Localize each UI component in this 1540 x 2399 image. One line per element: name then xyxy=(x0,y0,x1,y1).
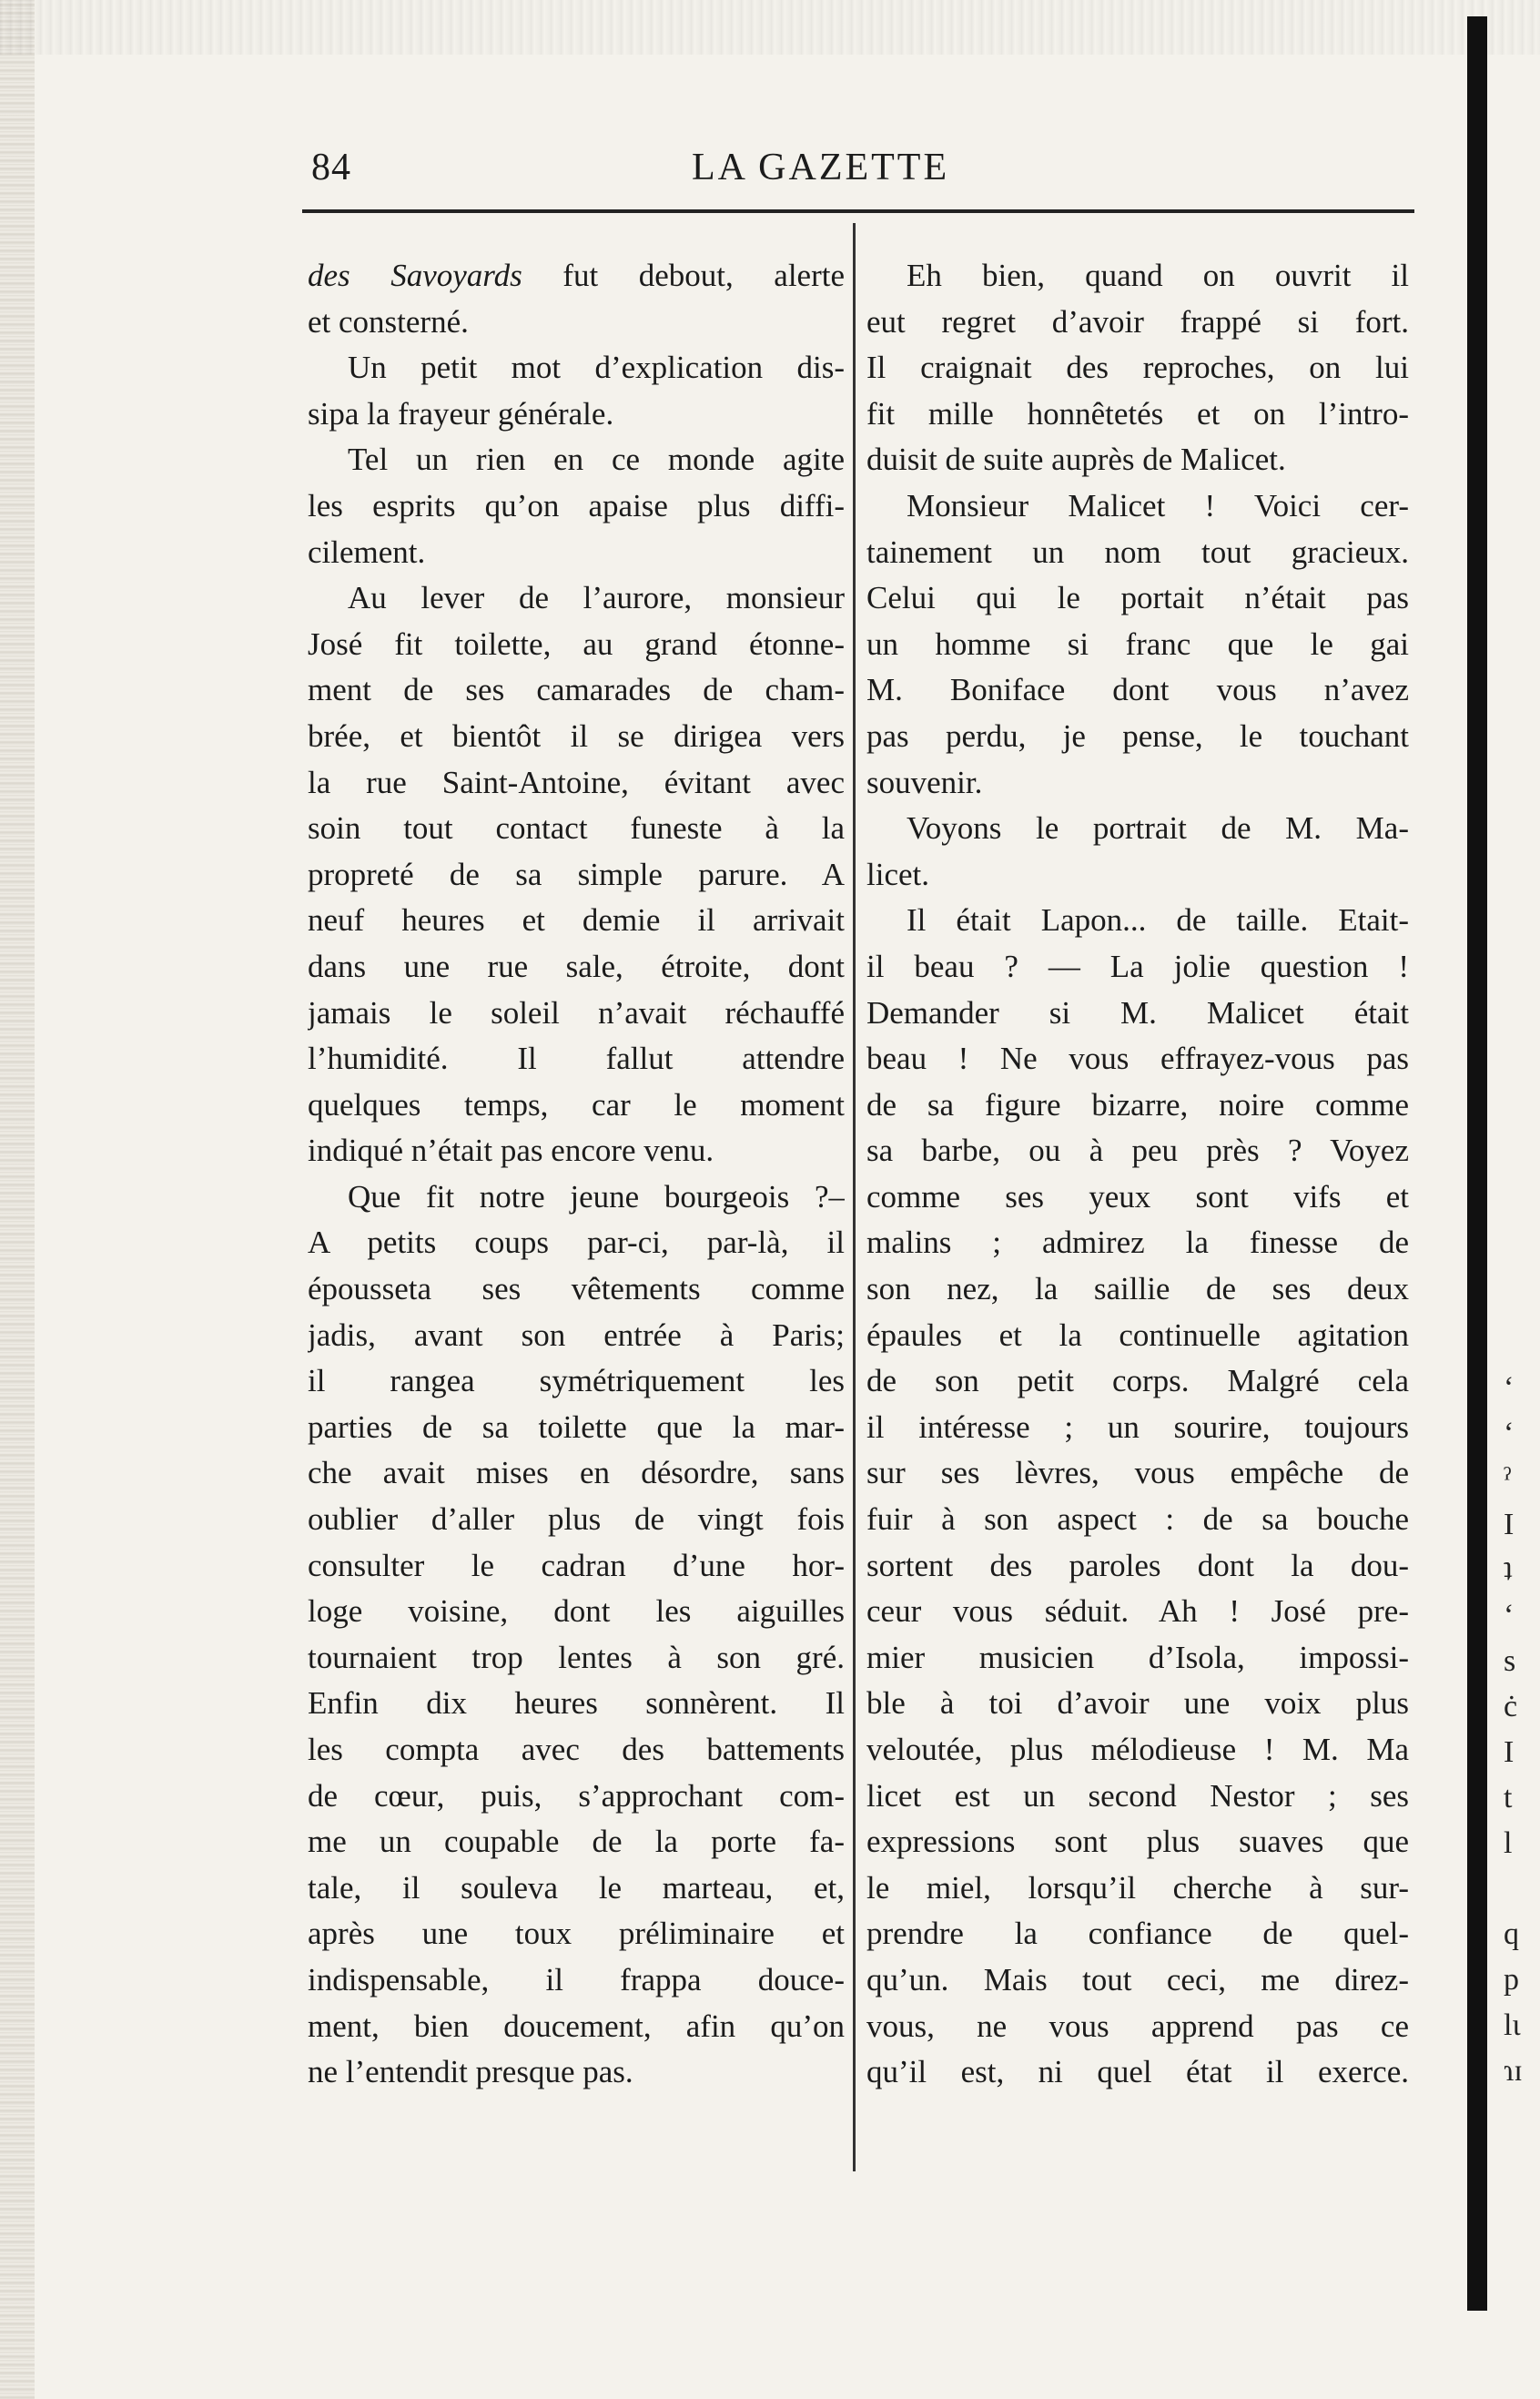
right-column-line: épaules et la continuelle agitation xyxy=(866,1316,1409,1353)
left-column-line: Que fit notre jeune bourgeois ?– xyxy=(348,1178,845,1215)
margin-glyph: I xyxy=(1504,1735,1515,1769)
left-column-line: Un petit mot d’explication dis- xyxy=(348,350,845,386)
right-column-line: Celui qui le portait n’était pas xyxy=(866,580,1409,616)
right-column-line: qu’un. Mais tout ceci, me direz- xyxy=(866,1961,1409,1997)
right-column-line: veloutée, plus mélodieuse ! M. Ma xyxy=(866,1732,1409,1767)
margin-glyph: t xyxy=(1504,1781,1513,1814)
right-column-line: Demander si M. Malicet était xyxy=(866,994,1409,1031)
left-column xyxy=(308,253,845,2096)
right-column xyxy=(866,253,1409,2096)
right-column-line: de sa figure bizarre, noire comme xyxy=(866,1086,1409,1123)
right-column-line: beau ! Ne vous effrayez-vous pas xyxy=(866,1041,1409,1077)
left-column-line: indiqué n’était pas encore venu. xyxy=(308,1133,714,1169)
right-column-line: licet est un second Nestor ; ses xyxy=(866,1777,1409,1814)
left-column-line: neuf heures et demie il arrivait xyxy=(308,902,845,939)
margin-glyph: ʻ xyxy=(1504,1417,1515,1450)
left-column-line: jamais le soleil n’avait réchauffé xyxy=(308,994,845,1031)
right-column-line: Monsieur Malicet ! Voici cer- xyxy=(907,487,1409,524)
left-column-line: loge voisine, dont les aiguilles xyxy=(308,1593,845,1630)
left-column-line: José fit toilette, au grand étonne- xyxy=(308,625,845,662)
right-column-line: mier musicien d’Isola, impossi- xyxy=(866,1639,1409,1675)
right-column-line: vous, ne vous apprend pas ce xyxy=(866,2008,1409,2044)
right-column-line: expressions sont plus suaves que xyxy=(866,1824,1409,1860)
right-column-line: duisit de suite auprès de Malicet. xyxy=(866,442,1286,478)
right-column-line: il intéresse ; un sourire, toujours xyxy=(866,1408,1409,1445)
margin-glyph: ċ xyxy=(1504,1690,1518,1723)
right-column-line: ceur vous séduit. Ah ! José pre- xyxy=(866,1593,1409,1630)
left-column-line: ment de ses camarades de cham- xyxy=(308,672,845,708)
left-column-line: dans une rue sale, étroite, dont xyxy=(308,948,845,984)
left-column-line: Tel un rien en ce monde agite xyxy=(348,442,845,478)
right-column-line: eut regret d’avoir frappé si fort. xyxy=(866,303,1409,340)
left-column-line: l’humidité. Il fallut attendre xyxy=(308,1041,845,1077)
left-column-line: A petits coups par-ci, par-là, il xyxy=(308,1225,845,1261)
right-column-line: Il était Lapon... de taille. Etait- xyxy=(907,902,1409,939)
left-column-line: propreté de sa simple parure. A xyxy=(308,856,845,892)
left-column-line: il rangea symétriquement les xyxy=(308,1363,845,1399)
margin-glyph: q xyxy=(1504,1917,1519,1951)
margin-glyph: I xyxy=(1504,1508,1515,1541)
left-column-line: brée, et bientôt il se dirigea vers xyxy=(308,717,845,754)
left-column-line: me un coupable de la porte fa- xyxy=(308,1824,845,1860)
margin-glyph: ʻ xyxy=(1504,1371,1515,1405)
left-column-line: tournaient trop lentes à son gré. xyxy=(308,1639,845,1675)
right-column-line: il beau ? — La jolie question ! xyxy=(866,948,1409,984)
right-column-line: son nez, la saillie de ses deux xyxy=(866,1271,1409,1307)
right-column-line: Voyons le portrait de M. Ma- xyxy=(907,810,1409,847)
left-column-line: de cœur, puis, s’approchant com- xyxy=(308,1777,845,1814)
left-column-line: quelques temps, car le moment xyxy=(308,1086,845,1123)
right-column-line: comme ses yeux sont vifs et xyxy=(866,1178,1409,1215)
left-column-line: sipa la frayeur générale. xyxy=(308,395,614,432)
margin-glyph: ɿɪ xyxy=(1504,2054,1523,2088)
column-divider xyxy=(853,223,856,2171)
left-column-line: parties de sa toilette que la mar- xyxy=(308,1408,845,1445)
right-column-line: M. Boniface dont vous n’avez xyxy=(866,672,1409,708)
left-column-line: che avait mises en désordre, sans xyxy=(308,1455,845,1491)
margin-glyph: ˀ xyxy=(1504,1462,1512,1496)
margin-glyph: ʇ xyxy=(1504,1553,1513,1587)
right-column-line: qu’il est, ni quel état il exerce. xyxy=(866,2054,1409,2090)
left-column-line: des Savoyards fut debout, alerte xyxy=(308,258,845,293)
right-column-line: tainement un nom tout gracieux. xyxy=(866,534,1409,570)
left-column-line: indispensable, il frappa douce- xyxy=(308,1961,845,1997)
scan-top-noise xyxy=(0,0,1540,55)
left-column-line: consulter le cadran d’une hor- xyxy=(308,1547,845,1583)
right-column-line: fuir à son aspect : de sa bouche xyxy=(866,1501,1409,1538)
right-column-line: ble à toi d’avoir une voix plus xyxy=(866,1685,1409,1722)
right-column-line: malins ; admirez la finesse de xyxy=(866,1225,1409,1261)
right-column-line: Eh bien, quand on ouvrit il xyxy=(907,258,1409,293)
right-column-line: sortent des paroles dont la dou- xyxy=(866,1547,1409,1583)
right-column-line: sa barbe, ou à peu près ? Voyez xyxy=(866,1133,1409,1169)
left-column-line: ne l’entendit presque pas. xyxy=(308,2054,633,2090)
right-column-line: un homme si franc que le gai xyxy=(866,625,1409,662)
left-column-line: Au lever de l’aurore, monsieur xyxy=(348,580,845,616)
left-column-line: les esprits qu’on apaise plus diffi- xyxy=(308,487,845,524)
left-column-line: soin tout contact funeste à la xyxy=(308,810,845,847)
margin-glyph: p xyxy=(1504,1963,1519,1997)
left-column-line: épousseta ses vêtements comme xyxy=(308,1271,845,1307)
right-column-line: le miel, lorsqu’il cherche à sur- xyxy=(866,1869,1409,1906)
right-column-line: fit mille honnêtetés et on l’intro- xyxy=(866,395,1409,432)
margin-glyph: ʻ xyxy=(1504,1599,1515,1632)
left-column-line: et consterné. xyxy=(308,303,469,340)
left-column-line: tale, il souleva le marteau, et, xyxy=(308,1869,845,1906)
left-column-line: après une toux préliminaire et xyxy=(308,1916,845,1952)
right-column-line: de son petit corps. Malgré cela xyxy=(866,1363,1409,1399)
margin-glyph: l xyxy=(1504,1826,1513,1860)
left-column-line: la rue Saint-Antoine, évitant avec xyxy=(308,764,845,800)
right-column-line: Il craignait des reproches, on lui xyxy=(866,350,1409,386)
left-column-line: jadis, avant son entrée à Paris; xyxy=(308,1316,845,1353)
header-rule xyxy=(302,209,1414,213)
binding-shadow xyxy=(1467,16,1487,2311)
left-column-line: ment, bien doucement, afin qu’on xyxy=(308,2008,845,2044)
right-column-line: prendre la confiance de quel- xyxy=(866,1916,1409,1952)
margin-glyph: s xyxy=(1504,1644,1516,1678)
page-number: 84 xyxy=(311,147,351,188)
right-column-line: pas perdu, je pense, le touchant xyxy=(866,717,1409,754)
scan-left-edge xyxy=(0,0,35,2399)
margin-glyph: lɩ xyxy=(1504,2008,1521,2042)
left-column-line: cilement. xyxy=(308,534,426,570)
left-column-line: oublier d’aller plus de vingt fois xyxy=(308,1501,845,1538)
right-column-line: licet. xyxy=(866,856,929,892)
adjacent-page-margin xyxy=(1504,1366,1540,2094)
left-column-line: Enfin dix heures sonnèrent. Il xyxy=(308,1685,845,1722)
right-column-line: sur ses lèvres, vous empêche de xyxy=(866,1455,1409,1491)
margin-glyph xyxy=(1504,1866,1540,1912)
left-column-line: les compta avec des battements xyxy=(308,1732,845,1767)
running-head: LA GAZETTE xyxy=(692,147,950,188)
right-column-line: souvenir. xyxy=(866,764,983,800)
